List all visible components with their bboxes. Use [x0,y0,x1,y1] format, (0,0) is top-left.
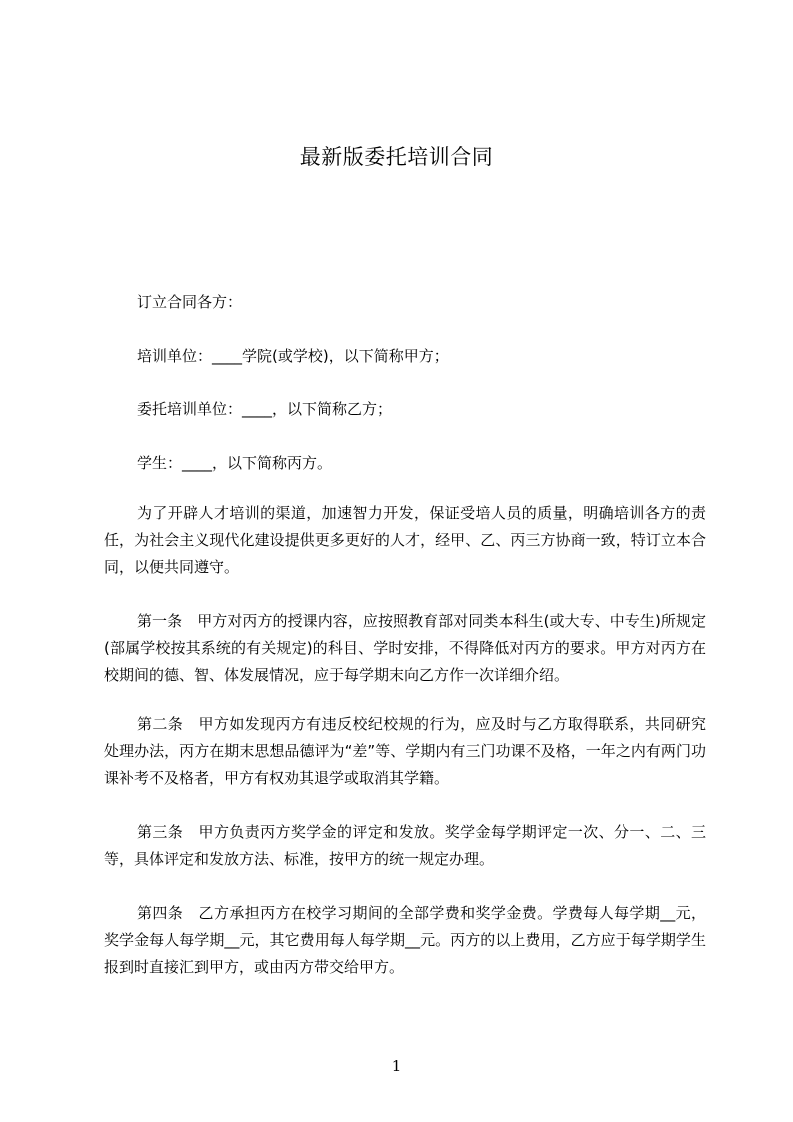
party-b-line: 委托培训单位：____，以下简称乙方； [137,400,393,418]
parties-heading: 订立合同各方： [137,293,243,311]
document-title: 最新版委托培训合同 [299,145,494,169]
preamble-paragraph: 为了开辟人才培训的渠道，加速智力开发，保证受培人员的质量，明确培训各方的责任，为社会主义现代化建设提供更多更好的人才，经甲、乙、丙三方协商一致，特订立本合同，以便共同遵守。 [104,504,706,576]
article-2-paragraph: 第二条 甲方如发现丙方有违反校纪校规的行为，应及时与乙方取得联系，共同研究处理办法，丙方在期末思想品德评为“差”等、学期内有三门功课不及格，一年之内有两门功课补考不及格者，甲方有权劝其退学或取消其学籍。 [104,715,706,787]
party-c-line: 学生：____，以下简称丙方。 [137,454,333,472]
article-1-paragraph: 第一条 甲方对丙方的授课内容，应按照教育部对同类本科生(或大专、中专生)所规定(部属学校按其系统的有关规定)的科目、学时安排，不得降低对丙方的要求。甲方对丙方在校期间的德、智、体发展情况，应于每学期末向乙方作一次详细介绍。 [104,612,706,684]
article-3-paragraph: 第三条 甲方负责丙方奖学金的评定和发放。奖学金每学期评定一次、分一、二、三等，具体评定和发放方法、标准，按甲方的统一规定办理。 [104,823,706,868]
article-4-paragraph: 第四条 乙方承担丙方在校学习期间的全部学费和奖学金费。学费每人每学期__元，奖学金每人每学期__元，其它费用每人每学期__元。丙方的以上费用，乙方应于每学期学生报到时直接汇到甲方，或由丙方带交给甲方。 [104,904,706,976]
page-number: 1 [391,1057,402,1075]
party-a-line: 培训单位：____学院(或学校)，以下简称甲方； [137,347,449,365]
